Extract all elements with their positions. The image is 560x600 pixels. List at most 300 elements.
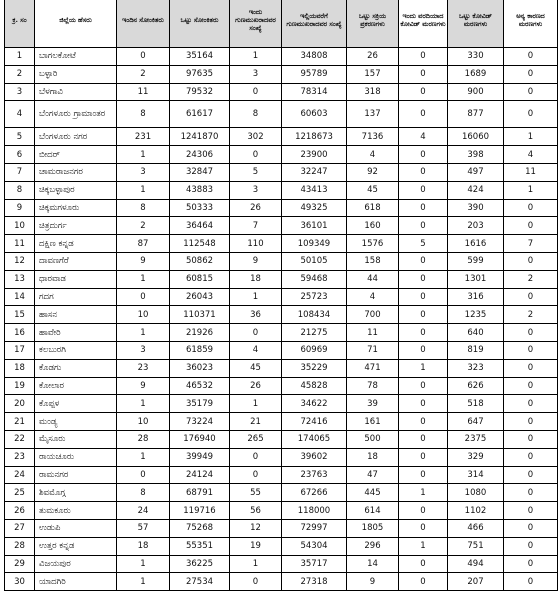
header-recovered-total: ಇಲ್ಲಿಯವರೆಗೆ ಗುಣಮುಖರಾದವರ ಸಂಖ್ಯೆ: [282, 0, 347, 48]
header-district: ಜಿಲ್ಲೆಯ ಹೆಸರು: [35, 0, 117, 48]
cell-district: ಕೊಡಗು: [35, 359, 117, 377]
cell-district: ಮೈಸೂರು: [35, 430, 117, 448]
cell-total-cases: 35179: [170, 395, 230, 413]
cell-sl: 6: [5, 146, 35, 164]
cell-recovered-today: 36: [230, 306, 282, 324]
cell-total-cases: 50862: [170, 252, 230, 270]
cell-deaths-total: 424: [448, 181, 504, 199]
cell-recovered-today: 18: [230, 270, 282, 288]
cell-deaths-total: 497: [448, 163, 504, 181]
cell-recovered-today: 0: [230, 324, 282, 342]
cell-total-cases: 36464: [170, 217, 230, 235]
table-row: [5, 128, 558, 146]
header-recovered-today: ಇಂದು ಗುಣಮುಖರಾದವರ ಸಂಖ್ಯೆ: [230, 0, 282, 48]
cell-today-cases: 3: [117, 163, 170, 181]
cell-sl: 4: [5, 101, 35, 128]
cell-today-cases: 1: [117, 448, 170, 466]
cell-other-deaths: 0: [504, 573, 558, 591]
cell-total-cases: 68791: [170, 484, 230, 502]
cell-recovered-total: 45828: [282, 377, 347, 395]
cell-recovered-today: 4: [230, 341, 282, 359]
cell-active-cases: 157: [347, 65, 399, 83]
cell-deaths-today: 0: [399, 466, 448, 484]
cell-sl: 18: [5, 359, 35, 377]
cell-active-cases: 11: [347, 324, 399, 342]
cell-district: ಶಿವಮೊಗ್ಗ: [35, 484, 117, 502]
table-row: [5, 48, 558, 66]
cell-other-deaths: 0: [504, 484, 558, 502]
cell-district: ರಾಯಚೂರು: [35, 448, 117, 466]
cell-total-cases: 46532: [170, 377, 230, 395]
cell-other-deaths: 0: [504, 555, 558, 573]
cell-recovered-total: 60603: [282, 101, 347, 128]
cell-sl: 11: [5, 235, 35, 253]
cell-other-deaths: 0: [504, 48, 558, 66]
cell-other-deaths: 2: [504, 306, 558, 324]
cell-active-cases: 137: [347, 101, 399, 128]
header-other-deaths: ಅನ್ಯ ಕಾರಣದ ಮರಣಗಳು: [504, 0, 558, 48]
cell-recovered-today: 1: [230, 555, 282, 573]
cell-sl: 7: [5, 163, 35, 181]
cell-today-cases: 3: [117, 341, 170, 359]
cell-total-cases: 43883: [170, 181, 230, 199]
cell-recovered-total: 39602: [282, 448, 347, 466]
cell-recovered-today: 55: [230, 484, 282, 502]
cell-deaths-total: 518: [448, 395, 504, 413]
cell-deaths-total: 398: [448, 146, 504, 164]
cell-recovered-total: 34808: [282, 48, 347, 66]
cell-deaths-total: 316: [448, 288, 504, 306]
cell-recovered-today: 26: [230, 199, 282, 217]
cell-sl: 12: [5, 252, 35, 270]
cell-recovered-total: 67266: [282, 484, 347, 502]
header-total-cases: ಒಟ್ಟು ಸೋಂಕಿತರು: [170, 0, 230, 48]
cell-recovered-today: 21: [230, 413, 282, 431]
cell-deaths-today: 0: [399, 324, 448, 342]
cell-active-cases: 161: [347, 413, 399, 431]
cell-recovered-today: 7: [230, 217, 282, 235]
table-row: [5, 537, 558, 555]
table-row: [5, 395, 558, 413]
cell-recovered-total: 27318: [282, 573, 347, 591]
cell-recovered-total: 35229: [282, 359, 347, 377]
cell-other-deaths: 1: [504, 181, 558, 199]
cell-deaths-today: 0: [399, 65, 448, 83]
cell-sl: 14: [5, 288, 35, 306]
cell-district: ಚಾಮರಾಜನಗರ: [35, 163, 117, 181]
cell-district: ಬೆಳಗಾವಿ: [35, 83, 117, 101]
cell-today-cases: 18: [117, 537, 170, 555]
cell-other-deaths: 0: [504, 448, 558, 466]
cell-total-cases: 24306: [170, 146, 230, 164]
cell-deaths-today: 0: [399, 395, 448, 413]
cell-district: ಧಾರವಾಡ: [35, 270, 117, 288]
cell-today-cases: 1: [117, 573, 170, 591]
cell-deaths-today: 0: [399, 101, 448, 128]
cell-sl: 28: [5, 537, 35, 555]
cell-today-cases: 8: [117, 101, 170, 128]
cell-district: ಹಾವೇರಿ: [35, 324, 117, 342]
cell-sl: 13: [5, 270, 35, 288]
cell-total-cases: 112548: [170, 235, 230, 253]
cell-district: ಯಾದಗಿರಿ: [35, 573, 117, 591]
cell-deaths-total: 207: [448, 573, 504, 591]
cell-deaths-total: 1689: [448, 65, 504, 83]
table-row: [5, 65, 558, 83]
cell-recovered-total: 108434: [282, 306, 347, 324]
cell-today-cases: 1: [117, 181, 170, 199]
cell-recovered-today: 302: [230, 128, 282, 146]
cell-today-cases: 2: [117, 65, 170, 83]
cell-deaths-total: 1102: [448, 502, 504, 520]
cell-active-cases: 614: [347, 502, 399, 520]
cell-active-cases: 44: [347, 270, 399, 288]
cell-active-cases: 318: [347, 83, 399, 101]
cell-other-deaths: 0: [504, 199, 558, 217]
cell-deaths-total: 900: [448, 83, 504, 101]
cell-sl: 29: [5, 555, 35, 573]
cell-today-cases: 9: [117, 377, 170, 395]
cell-recovered-total: 49325: [282, 199, 347, 217]
cell-total-cases: 119716: [170, 502, 230, 520]
cell-district: ಹಾಸನ: [35, 306, 117, 324]
cell-recovered-total: 59468: [282, 270, 347, 288]
cell-today-cases: 23: [117, 359, 170, 377]
cell-district: ವಿಜಯಪುರ: [35, 555, 117, 573]
cell-recovered-total: 32247: [282, 163, 347, 181]
table-row: [5, 146, 558, 164]
cell-other-deaths: 0: [504, 288, 558, 306]
cell-total-cases: 60815: [170, 270, 230, 288]
cell-recovered-today: 0: [230, 146, 282, 164]
cell-recovered-today: 45: [230, 359, 282, 377]
cell-district: ಉತ್ತರ ಕನ್ನಡ: [35, 537, 117, 555]
cell-district: ಬೆಂಗಳೂರು ಗ್ರಾಮಾಂತರ: [35, 101, 117, 128]
cell-deaths-total: 599: [448, 252, 504, 270]
cell-today-cases: 28: [117, 430, 170, 448]
cell-total-cases: 110371: [170, 306, 230, 324]
cell-recovered-today: 0: [230, 448, 282, 466]
cell-active-cases: 500: [347, 430, 399, 448]
cell-today-cases: 1: [117, 395, 170, 413]
cell-other-deaths: 0: [504, 519, 558, 537]
header-sl: ಕ್ರ. ಸಂ: [5, 0, 35, 48]
cell-recovered-today: 1: [230, 288, 282, 306]
table-row: [5, 341, 558, 359]
cell-total-cases: 61859: [170, 341, 230, 359]
cell-deaths-total: 494: [448, 555, 504, 573]
table-row: [5, 502, 558, 520]
cell-deaths-today: 0: [399, 430, 448, 448]
cell-deaths-today: 1: [399, 537, 448, 555]
cell-deaths-today: 1: [399, 359, 448, 377]
cell-active-cases: 39: [347, 395, 399, 413]
cell-deaths-total: 314: [448, 466, 504, 484]
cell-district: ಮಂಡ್ಯ: [35, 413, 117, 431]
cell-active-cases: 158: [347, 252, 399, 270]
cell-deaths-today: 5: [399, 235, 448, 253]
cell-recovered-today: 26: [230, 377, 282, 395]
cell-deaths-today: 0: [399, 199, 448, 217]
cell-recovered-total: 25723: [282, 288, 347, 306]
table-row: [5, 252, 558, 270]
cell-total-cases: 50333: [170, 199, 230, 217]
cell-district: ದಾವಣಗೆರೆ: [35, 252, 117, 270]
cell-deaths-total: 329: [448, 448, 504, 466]
cell-today-cases: 10: [117, 306, 170, 324]
cell-sl: 24: [5, 466, 35, 484]
table-row: [5, 519, 558, 537]
cell-active-cases: 700: [347, 306, 399, 324]
cell-deaths-total: 647: [448, 413, 504, 431]
cell-recovered-total: 23900: [282, 146, 347, 164]
cell-sl: 27: [5, 519, 35, 537]
table-row: [5, 235, 558, 253]
cell-recovered-today: 110: [230, 235, 282, 253]
cell-recovered-total: 78314: [282, 83, 347, 101]
cell-other-deaths: 0: [504, 430, 558, 448]
cell-today-cases: 9: [117, 252, 170, 270]
cell-recovered-total: 72416: [282, 413, 347, 431]
cell-recovered-total: 118000: [282, 502, 347, 520]
cell-sl: 9: [5, 199, 35, 217]
cell-sl: 23: [5, 448, 35, 466]
cell-district: ಬೀದರ್: [35, 146, 117, 164]
cell-other-deaths: 4: [504, 146, 558, 164]
cell-deaths-total: 390: [448, 199, 504, 217]
cell-other-deaths: 0: [504, 324, 558, 342]
cell-today-cases: 0: [117, 288, 170, 306]
cell-total-cases: 73224: [170, 413, 230, 431]
cell-active-cases: 1576: [347, 235, 399, 253]
cell-deaths-total: 16060: [448, 128, 504, 146]
table-row: [5, 101, 558, 128]
header-today-cases: ಇಂದಿನ ಸೋಂಕಿತರು: [117, 0, 170, 48]
cell-total-cases: 55351: [170, 537, 230, 555]
cell-total-cases: 27534: [170, 573, 230, 591]
cell-active-cases: 9: [347, 573, 399, 591]
cell-sl: 30: [5, 573, 35, 591]
cell-deaths-today: 0: [399, 163, 448, 181]
cell-deaths-total: 466: [448, 519, 504, 537]
cell-sl: 8: [5, 181, 35, 199]
cell-other-deaths: 0: [504, 502, 558, 520]
cell-total-cases: 97635: [170, 65, 230, 83]
cell-recovered-total: 60969: [282, 341, 347, 359]
cell-deaths-total: 203: [448, 217, 504, 235]
cell-deaths-today: 0: [399, 48, 448, 66]
cell-today-cases: 57: [117, 519, 170, 537]
cell-district: ಗದಗ: [35, 288, 117, 306]
cell-district: ಕೊಪ್ಪಳ: [35, 395, 117, 413]
cell-district: ಬಳ್ಳಾರಿ: [35, 65, 117, 83]
cell-sl: 17: [5, 341, 35, 359]
cell-total-cases: 26043: [170, 288, 230, 306]
cell-deaths-today: 0: [399, 146, 448, 164]
cell-active-cases: 14: [347, 555, 399, 573]
cell-active-cases: 47: [347, 466, 399, 484]
table-row: [5, 413, 558, 431]
cell-recovered-today: 0: [230, 573, 282, 591]
cell-recovered-total: 54304: [282, 537, 347, 555]
cell-deaths-total: 1301: [448, 270, 504, 288]
cell-deaths-today: 0: [399, 288, 448, 306]
table-row: [5, 288, 558, 306]
cell-other-deaths: 11: [504, 163, 558, 181]
cell-recovered-today: 19: [230, 537, 282, 555]
cell-other-deaths: 0: [504, 65, 558, 83]
cell-active-cases: 78: [347, 377, 399, 395]
cell-sl: 3: [5, 83, 35, 101]
table-row: [5, 466, 558, 484]
table-body: [5, 48, 558, 591]
cell-active-cases: 71: [347, 341, 399, 359]
cell-district: ದಕ್ಷಿಣ ಕನ್ನಡ: [35, 235, 117, 253]
cell-deaths-today: 1: [399, 484, 448, 502]
cell-other-deaths: 0: [504, 537, 558, 555]
cell-recovered-total: 109349: [282, 235, 347, 253]
cell-recovered-total: 95789: [282, 65, 347, 83]
table-row: [5, 377, 558, 395]
table-row: [5, 306, 558, 324]
cell-today-cases: 231: [117, 128, 170, 146]
cell-recovered-total: 50105: [282, 252, 347, 270]
cell-active-cases: 7136: [347, 128, 399, 146]
cell-sl: 19: [5, 377, 35, 395]
cell-recovered-total: 23763: [282, 466, 347, 484]
cell-today-cases: 10: [117, 413, 170, 431]
header-row: [5, 0, 558, 48]
cell-other-deaths: 0: [504, 83, 558, 101]
cell-district: ಉಡುಪಿ: [35, 519, 117, 537]
cell-today-cases: 0: [117, 466, 170, 484]
cell-district: ಚಿಕ್ಕಬಳ್ಳಾಪುರ: [35, 181, 117, 199]
table-row: [5, 430, 558, 448]
cell-recovered-today: 56: [230, 502, 282, 520]
cell-sl: 10: [5, 217, 35, 235]
table-row: [5, 484, 558, 502]
cell-recovered-total: 72997: [282, 519, 347, 537]
header-deaths-total: ಒಟ್ಟು ಕೋವಿಡ್ ಮರಣಗಳು: [448, 0, 504, 48]
table-row: [5, 217, 558, 235]
cell-active-cases: 4: [347, 288, 399, 306]
cell-sl: 2: [5, 65, 35, 83]
cell-deaths-total: 323: [448, 359, 504, 377]
cell-deaths-today: 0: [399, 377, 448, 395]
cell-deaths-total: 877: [448, 101, 504, 128]
cell-today-cases: 1: [117, 324, 170, 342]
cell-district: ಬಾಗಲಕೋಟೆ: [35, 48, 117, 66]
cell-deaths-total: 1235: [448, 306, 504, 324]
cell-other-deaths: 0: [504, 217, 558, 235]
cell-today-cases: 87: [117, 235, 170, 253]
cell-deaths-total: 1080: [448, 484, 504, 502]
cell-recovered-today: 3: [230, 65, 282, 83]
header-deaths-today: ಇಂದು ವರದಿಯಾದ ಕೋವಿಡ್ ಮರಣಗಳು: [399, 0, 448, 48]
table-row: [5, 181, 558, 199]
cell-recovered-today: 265: [230, 430, 282, 448]
cell-active-cases: 1805: [347, 519, 399, 537]
cell-deaths-today: 0: [399, 252, 448, 270]
table-row: [5, 448, 558, 466]
cell-total-cases: 21926: [170, 324, 230, 342]
cell-active-cases: 471: [347, 359, 399, 377]
cell-other-deaths: 7: [504, 235, 558, 253]
cell-recovered-total: 21275: [282, 324, 347, 342]
cell-sl: 26: [5, 502, 35, 520]
cell-today-cases: 0: [117, 48, 170, 66]
cell-district: ರಾಮನಗರ: [35, 466, 117, 484]
cell-today-cases: 2: [117, 217, 170, 235]
cell-district: ಕಲಬುರಗಿ: [35, 341, 117, 359]
cell-deaths-total: 751: [448, 537, 504, 555]
cell-today-cases: 1: [117, 270, 170, 288]
cell-active-cases: 445: [347, 484, 399, 502]
table-row: [5, 163, 558, 181]
cell-recovered-today: 0: [230, 83, 282, 101]
cell-total-cases: 176940: [170, 430, 230, 448]
cell-today-cases: 8: [117, 199, 170, 217]
cell-today-cases: 1: [117, 146, 170, 164]
cell-total-cases: 36023: [170, 359, 230, 377]
cell-deaths-total: 330: [448, 48, 504, 66]
cell-today-cases: 1: [117, 555, 170, 573]
cell-other-deaths: 0: [504, 101, 558, 128]
cell-active-cases: 618: [347, 199, 399, 217]
cell-recovered-today: 9: [230, 252, 282, 270]
cell-deaths-today: 0: [399, 181, 448, 199]
cell-recovered-total: 174065: [282, 430, 347, 448]
table-row: [5, 270, 558, 288]
cell-district: ಚಿತ್ರದುರ್ಗ: [35, 217, 117, 235]
cell-recovered-today: 1: [230, 48, 282, 66]
cell-sl: 1: [5, 48, 35, 66]
table-row: [5, 573, 558, 591]
cell-total-cases: 24124: [170, 466, 230, 484]
cell-deaths-today: 0: [399, 83, 448, 101]
cell-district: ಬೆಂಗಳೂರು ನಗರ: [35, 128, 117, 146]
cell-total-cases: 61617: [170, 101, 230, 128]
table-row: [5, 555, 558, 573]
header-active-cases: ಒಟ್ಟು ಸಕ್ರಿಯ ಪ್ರಕರಣಗಳು: [347, 0, 399, 48]
cell-recovered-today: 5: [230, 163, 282, 181]
cell-sl: 15: [5, 306, 35, 324]
cell-total-cases: 39949: [170, 448, 230, 466]
cell-total-cases: 79532: [170, 83, 230, 101]
cell-deaths-today: 0: [399, 448, 448, 466]
cell-active-cases: 45: [347, 181, 399, 199]
cell-deaths-total: 626: [448, 377, 504, 395]
cell-active-cases: 92: [347, 163, 399, 181]
cell-other-deaths: 0: [504, 466, 558, 484]
table-row: [5, 83, 558, 101]
cell-deaths-today: 0: [399, 573, 448, 591]
cell-other-deaths: 0: [504, 377, 558, 395]
cell-deaths-today: 0: [399, 217, 448, 235]
cell-total-cases: 75268: [170, 519, 230, 537]
cell-deaths-today: 4: [399, 128, 448, 146]
cell-deaths-today: 0: [399, 519, 448, 537]
cell-district: ಚಿಕ್ಕಮಗಳೂರು: [35, 199, 117, 217]
cell-other-deaths: 0: [504, 252, 558, 270]
table-row: [5, 199, 558, 217]
cell-deaths-total: 819: [448, 341, 504, 359]
table-row: [5, 359, 558, 377]
cell-today-cases: 11: [117, 83, 170, 101]
cell-today-cases: 8: [117, 484, 170, 502]
cell-deaths-today: 0: [399, 270, 448, 288]
cell-sl: 5: [5, 128, 35, 146]
